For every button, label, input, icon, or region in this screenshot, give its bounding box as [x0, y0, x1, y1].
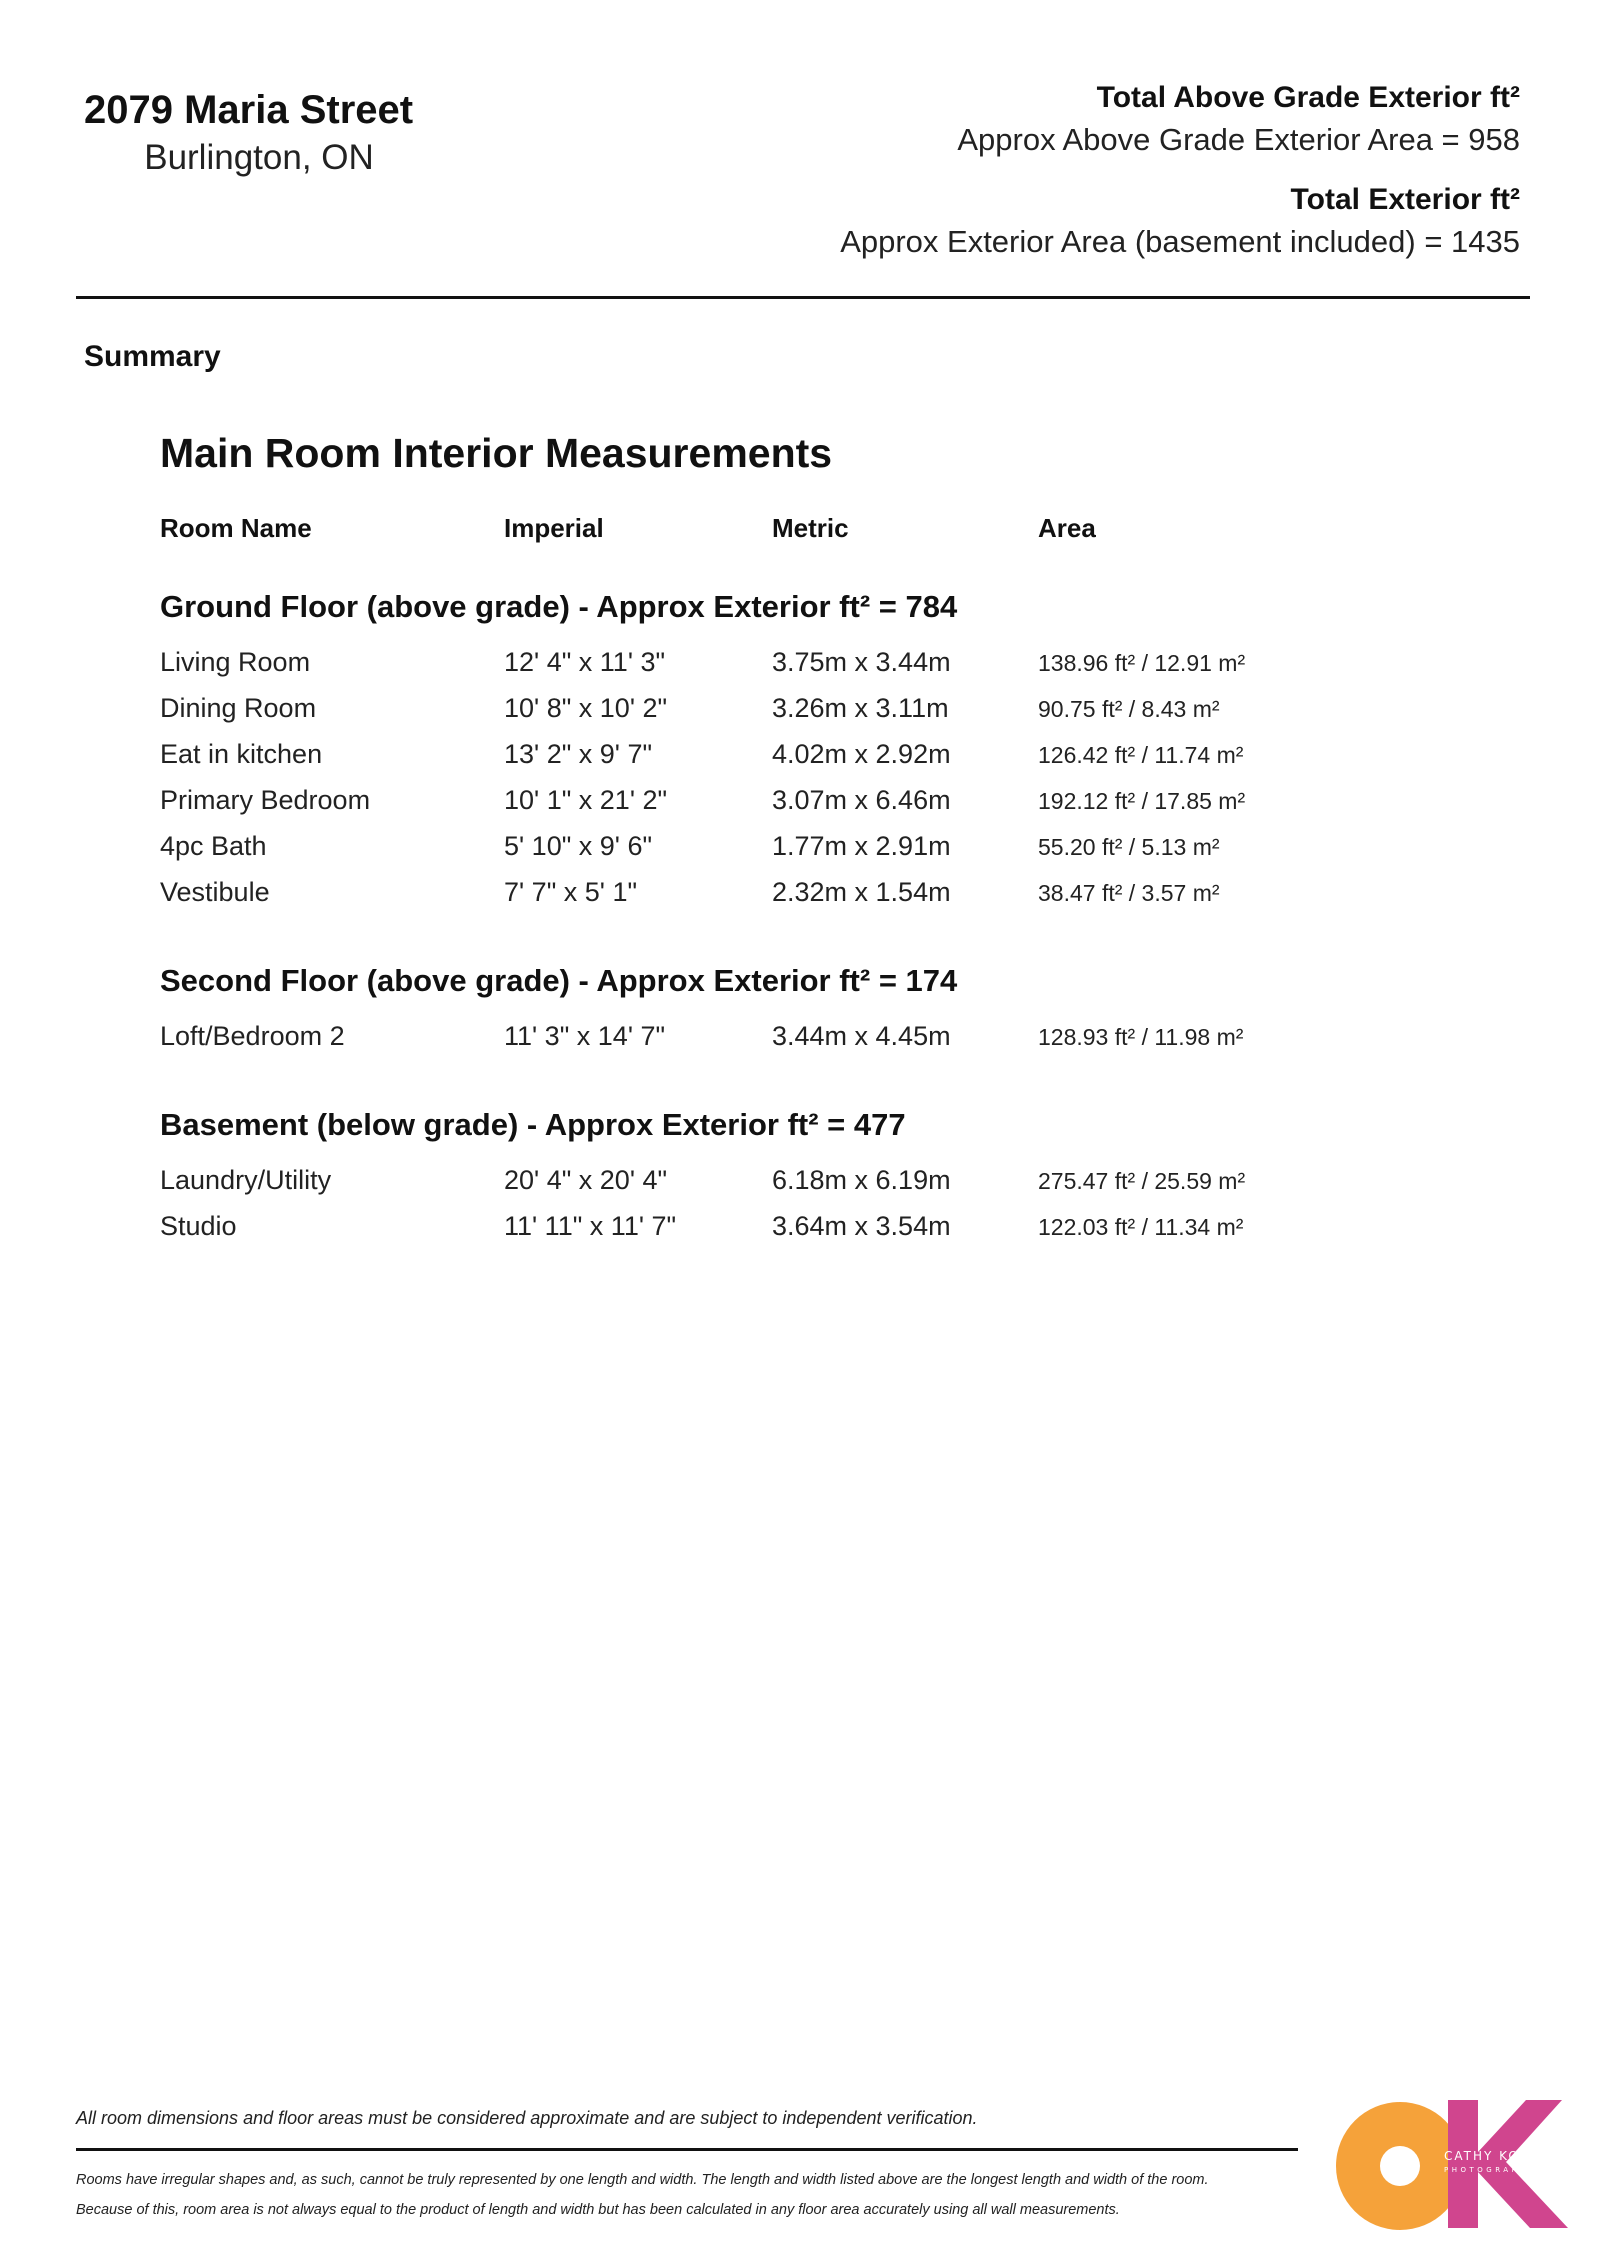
room-imperial: 11' 3" x 14' 7" — [504, 1021, 666, 1051]
table-row — [160, 1211, 1360, 1257]
section-title: Basement (below grade) - Approx Exterior ft² = 477 — [160, 1107, 906, 1142]
room-area: 138.96 ft² / 12.91 m² — [1038, 650, 1246, 676]
logo-text-line2: PHOTOGRAPHY — [1444, 2166, 1536, 2174]
table-row — [160, 739, 1360, 785]
room-name: Dining Room — [160, 693, 317, 723]
main-room-measurements — [160, 430, 1360, 1297]
column-header-area: Area — [1038, 513, 1096, 543]
header — [0, 0, 1600, 300]
table-row — [160, 831, 1360, 877]
section-title: Ground Floor (above grade) - Approx Exterior ft² = 784 — [160, 589, 958, 624]
room-area: 275.47 ft² / 25.59 m² — [1038, 1168, 1246, 1194]
room-imperial: 7' 7" x 5' 1" — [504, 877, 638, 907]
footer-divider — [76, 2148, 1298, 2151]
room-metric: 3.75m x 3.44m — [772, 647, 951, 677]
room-name: Living Room — [160, 647, 311, 677]
total-exterior-title: Total Exterior ft² — [1290, 183, 1520, 216]
room-name: 4pc Bath — [160, 831, 267, 861]
room-area: 55.20 ft² / 5.13 m² — [1038, 834, 1220, 860]
column-header-imperial: Imperial — [504, 513, 604, 543]
logo-text-line1: CATHY KOOP — [1444, 2149, 1541, 2163]
room-name: Loft/Bedroom 2 — [160, 1021, 345, 1051]
above-grade-title: Total Above Grade Exterior ft² — [1096, 81, 1520, 114]
table-row — [160, 1021, 1360, 1067]
room-name: Eat in kitchen — [160, 739, 323, 769]
room-name: Primary Bedroom — [160, 785, 371, 815]
above-grade-value: Approx Above Grade Exterior Area = 958 — [957, 122, 1520, 157]
fine-print-2: Because of this, room area is not always equal to the product of length and width but has been calculated in any floor area accurately using all wall measurements. — [76, 2202, 1120, 2218]
room-name: Vestibule — [160, 877, 270, 907]
column-headers — [160, 513, 1360, 553]
disclaimer-note: All room dimensions and floor areas must be considered approximate and are subject to independent verification. — [76, 2108, 978, 2128]
section-basement — [160, 1107, 1360, 1257]
room-imperial: 20' 4" x 20' 4" — [504, 1165, 668, 1195]
room-imperial: 10' 8" x 10' 2" — [504, 693, 668, 723]
column-header-room-name: Room Name — [160, 513, 312, 543]
room-name: Studio — [160, 1211, 237, 1241]
room-metric: 3.64m x 3.54m — [772, 1211, 951, 1241]
logo-o-hole — [1380, 2146, 1420, 2186]
room-metric: 3.07m x 6.46m — [772, 785, 951, 815]
area-totals — [840, 78, 1520, 282]
section-second-floor — [160, 963, 1360, 1067]
table-row — [160, 785, 1360, 831]
column-header-metric: Metric — [772, 513, 849, 543]
room-imperial: 5' 10" x 9' 6" — [504, 831, 653, 861]
room-area: 128.93 ft² / 11.98 m² — [1038, 1024, 1244, 1050]
logo-k-mark — [1448, 2100, 1568, 2228]
main-title: Main Room Interior Measurements — [160, 430, 833, 476]
table-row — [160, 647, 1360, 693]
property-street: 2079 Maria Street — [84, 88, 414, 132]
table-row — [160, 1165, 1360, 1211]
cathy-koop-logo — [1336, 2096, 1576, 2232]
room-imperial: 11' 11" x 11' 7" — [504, 1211, 677, 1241]
section-title: Second Floor (above grade) - Approx Exterior ft² = 174 — [160, 963, 958, 998]
fine-print-1: Rooms have irregular shapes and, as such, cannot be truly represented by one length and width. The length and width listed above are the longest length and width of the room. — [76, 2172, 1209, 2188]
header-divider — [76, 296, 1530, 299]
room-area: 122.03 ft² / 11.34 m² — [1038, 1214, 1244, 1240]
room-imperial: 10' 1" x 21' 2" — [504, 785, 668, 815]
room-name: Laundry/Utility — [160, 1165, 332, 1195]
room-area: 90.75 ft² / 8.43 m² — [1038, 696, 1220, 722]
table-row — [160, 877, 1360, 923]
property-city: Burlington, ON — [144, 138, 374, 177]
section-ground-floor — [160, 589, 1360, 923]
room-area: 126.42 ft² / 11.74 m² — [1038, 742, 1244, 768]
room-imperial: 13' 2" x 9' 7" — [504, 739, 653, 769]
room-area: 192.12 ft² / 17.85 m² — [1038, 788, 1246, 814]
room-area: 38.47 ft² / 3.57 m² — [1038, 880, 1220, 906]
room-metric: 1.77m x 2.91m — [772, 831, 951, 861]
room-metric: 6.18m x 6.19m — [772, 1165, 951, 1195]
room-metric: 4.02m x 2.92m — [772, 739, 951, 769]
summary-label: Summary — [84, 340, 221, 373]
room-imperial: 12' 4" x 11' 3" — [504, 647, 666, 677]
total-exterior-value: Approx Exterior Area (basement included) = 1435 — [840, 224, 1520, 259]
room-metric: 2.32m x 1.54m — [772, 877, 951, 907]
room-metric: 3.44m x 4.45m — [772, 1021, 951, 1051]
table-row — [160, 693, 1360, 739]
room-metric: 3.26m x 3.11m — [772, 693, 949, 723]
